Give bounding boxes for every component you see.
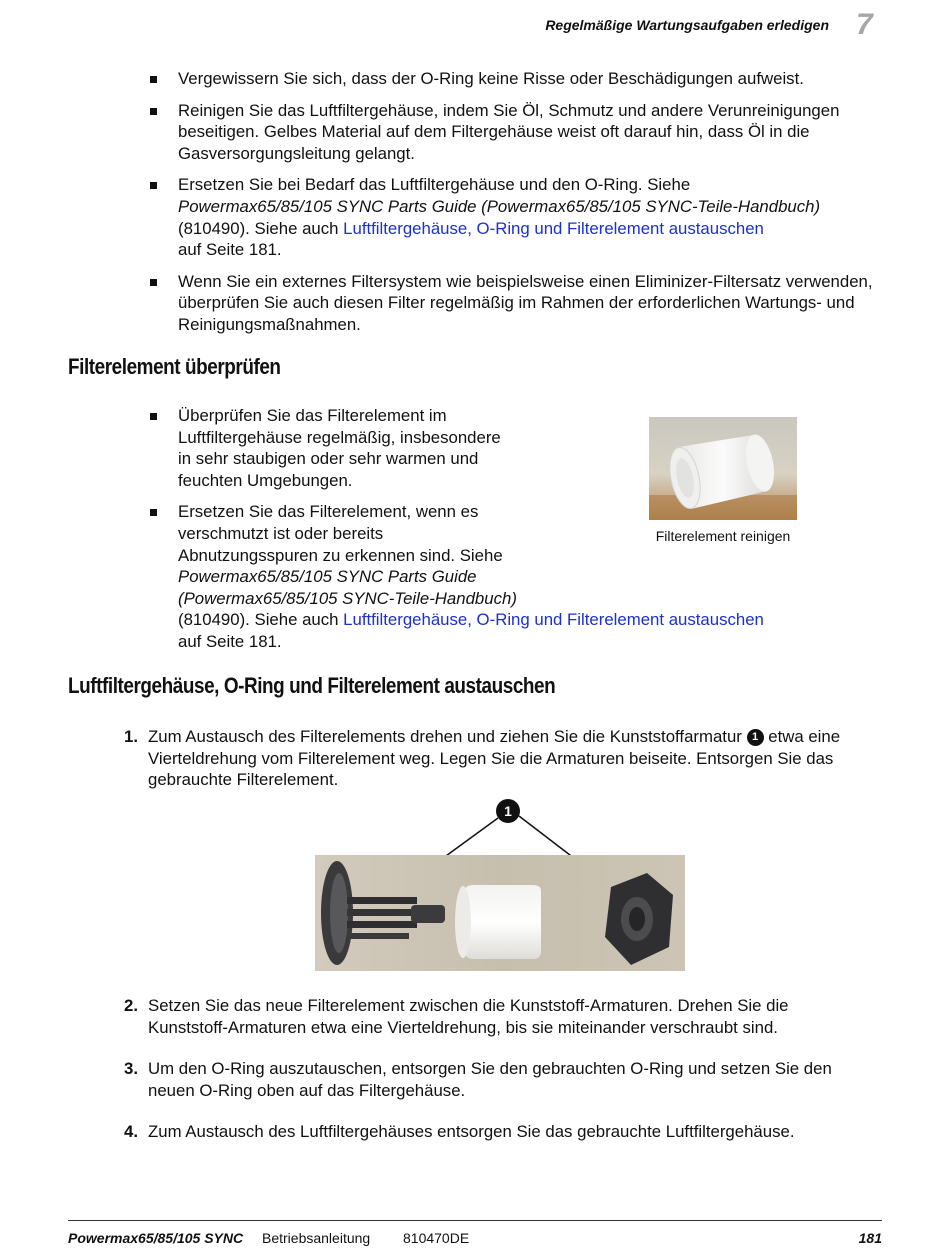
step-text: Zum Austausch des Luftfiltergehäuses entsorgen Sie das gebrauchte Luftfiltergehäuse.: [148, 1122, 795, 1141]
filter-assembly-photo: [315, 855, 685, 971]
step-number: 4.: [124, 1122, 138, 1141]
callout-1-icon: 1: [747, 729, 764, 746]
step-number: 2.: [124, 996, 138, 1015]
bullet-text: (810490). Siehe auch: [178, 218, 339, 238]
step-text: Zum Austausch des Filterelements drehen und ziehen Sie die Kunststoffarmatur: [148, 727, 742, 746]
footer-doc-number: 810470DE: [403, 1230, 470, 1246]
page-number: 181: [858, 1230, 882, 1246]
step-number: 1.: [124, 727, 138, 746]
parts-guide-reference: Powermax65/85/105 SYNC Parts Guide (Powermax65/85/105 SYNC-Teile-Handbuch): [178, 196, 821, 216]
cross-reference-link[interactable]: Luftfiltergehäuse, O-Ring und Filterelement austauschen: [343, 610, 764, 630]
step-item: [124, 1058, 873, 1101]
footer-product: Powermax65/85/105 SYNC: [68, 1230, 244, 1246]
bullet-text: auf Seite 181.: [178, 240, 282, 260]
bullet-text: Reinigen Sie das Luftfiltergehäuse, indem Sie Öl, Schmutz und andere Verunreinigungen beseitigen. Gelbes Material auf dem Filtergehäuse weist oft darauf hin, dass Öl in die Gasversorgungsleitung gelangt.: [178, 100, 840, 163]
step-text: etwa eine Vierteldrehung vom Filterelement weg. Legen Sie die Armaturen beiseite. Entsorgen Sie das gebrauchte Filterelement.: [148, 727, 841, 790]
footer-divider: [68, 1220, 882, 1221]
step-item: [124, 1121, 873, 1143]
section-heading-austauschen: Luftfiltergehäuse, O-Ring und Filterelement austauschen: [68, 673, 556, 698]
chapter-number: 7: [856, 8, 873, 41]
step-number: 3.: [124, 1059, 138, 1078]
bullet-text: auf Seite 181.: [178, 631, 282, 651]
bullet-text: Überprüfen Sie das Filterelement im Luftfiltergehäuse regelmäßig, insbesondere in sehr staubigen oder sehr warmen und feuchten Umgebungen.: [178, 406, 501, 490]
cross-reference-link[interactable]: Luftfiltergehäuse, O-Ring und Filterelement austauschen: [343, 218, 764, 238]
step-text: Um den O-Ring auszutauschen, entsorgen Sie den gebrauchten O-Ring und setzen Sie den neuen O-Ring oben auf das Filtergehäuse.: [148, 1059, 832, 1100]
running-header-title: Regelmäßige Wartungsaufgaben erledigen: [545, 17, 829, 33]
bullet-text: (810490). Siehe auch: [178, 610, 339, 630]
bullet-text: Ersetzen Sie das Filterelement, wenn es verschmutzt ist oder bereits Abnutzungsspuren zu erkennen sind. Siehe: [178, 502, 503, 565]
footer-doc-type: Betriebsanleitung: [262, 1230, 371, 1246]
step-item: [124, 995, 873, 1038]
bullet-text: Wenn Sie ein externes Filtersystem wie beispielsweise einen Eliminizer-Filtersatz verwenden, überprüfen Sie auch diesen Filter regelmäßig im Rahmen der erforderlichen Wartungs- und Reinigungsmaßnahmen.: [178, 271, 873, 334]
section-heading-filterelement: Filterelement überprüfen: [68, 354, 281, 379]
parts-guide-reference: Powermax65/85/105 SYNC Parts Guide (Powermax65/85/105 SYNC-Teile-Handbuch): [178, 567, 517, 608]
bullet-text: Vergewissern Sie sich, dass der O-Ring keine Risse oder Beschädigungen aufweist.: [178, 69, 804, 88]
figure-caption: Filterelement reinigen: [655, 528, 791, 544]
bullet-text: Ersetzen Sie bei Bedarf das Luftfiltergehäuse und den O-Ring. Siehe: [178, 175, 691, 195]
callout-badge: 1: [496, 799, 520, 823]
step-text: Setzen Sie das neue Filterelement zwischen die Kunststoff-Armaturen. Drehen Sie die Kunststoff-Armaturen etwa eine Vierteldrehung, bis sie miteinander verschraubt sind.: [148, 996, 789, 1037]
